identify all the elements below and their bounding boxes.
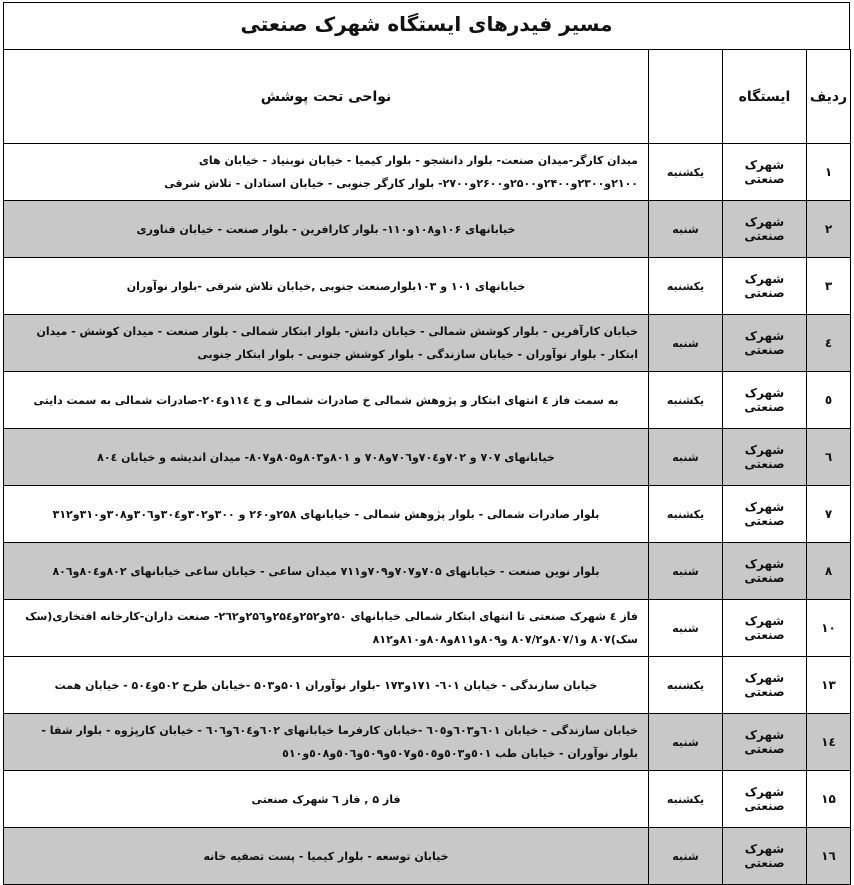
row-station: شهرک صنعتی: [723, 372, 807, 429]
row-number: ۱۵: [807, 771, 851, 828]
header-covered-areas: نواحی تحت پوشش: [4, 50, 649, 144]
table-header-row: [4, 50, 851, 144]
row-station: شهرک صنعتی: [723, 600, 807, 657]
header-station: ایستگاه: [723, 50, 807, 144]
row-areas: فاز ٤ شهرک صنعتی تا انتهای ابتکار شمالی خیابانهای ۲۵۰و۲۵۲و۲۵٤و۲۵٦و۲٦۲- صنعت داران-کارخانه افتخاری(سک سک)۸۰۷ و۸۰۷/۱و۸۰۷/۲ و۸۰۹و۸۱۱و۸۰۸و۸۱۰و۸۱۲: [4, 600, 649, 657]
table-row: [4, 600, 851, 657]
row-number: ۱۰: [807, 600, 851, 657]
row-day: شنبه: [649, 429, 723, 486]
row-station: شهرک صنعتی: [723, 258, 807, 315]
row-station: شهرک صنعتی: [723, 429, 807, 486]
row-day: یکشنبه: [649, 144, 723, 201]
row-areas: بلوار صادرات شمالی - بلوار پژوهش شمالی - خیابانهای ۲۵۸و۲۶۰ و ۳۰۰و۳۰۲و۳۰٤و۳۰٦و۳۰۸و۳۱۰و۳۱۲: [4, 486, 649, 543]
table-row: [4, 714, 851, 771]
table-row: [4, 315, 851, 372]
row-number: ۳: [807, 258, 851, 315]
row-day: یکشنبه: [649, 657, 723, 714]
table-row: [4, 144, 851, 201]
row-number: ٥: [807, 372, 851, 429]
row-number: ۱٤: [807, 714, 851, 771]
row-station: شهرک صنعتی: [723, 144, 807, 201]
row-station: شهرک صنعتی: [723, 201, 807, 258]
row-day: شنبه: [649, 828, 723, 885]
row-areas: بلوار نوین صنعت - خیابانهای ۷۰۵و۷۰۷و۷۰۹و۷۱۱ میدان ساعی - خیابان ساعی خیابانهای ۸۰۲و۸۰٤و۸۰٦: [4, 543, 649, 600]
row-day: شنبه: [649, 543, 723, 600]
row-day: شنبه: [649, 201, 723, 258]
row-areas: فاز ۵ , فاز ٦ شهرک صنعتی: [4, 771, 649, 828]
row-number: ٦: [807, 429, 851, 486]
table-row: [4, 429, 851, 486]
table-row: [4, 372, 851, 429]
row-station: شهرک صنعتی: [723, 315, 807, 372]
row-areas: خیابانهای ۱۰۱ و ۱۰۳بلوارصنعت جنوبی ,خیابان تلاش شرقی -بلوار نوآوران: [4, 258, 649, 315]
table-row: [4, 771, 851, 828]
document-frame: [3, 2, 850, 885]
row-number: ۷: [807, 486, 851, 543]
row-station: شهرک صنعتی: [723, 714, 807, 771]
row-day: شنبه: [649, 714, 723, 771]
row-day: یکشنبه: [649, 486, 723, 543]
row-day: یکشنبه: [649, 258, 723, 315]
row-station: شهرک صنعتی: [723, 828, 807, 885]
row-areas: خیابان سازندگی - خیابان ٦۰۱- ۱۷۱و۱۷۳ -بلوار نوآوران ۵۰۱و۵۰۳ -خیابان طرح ۵۰۲و۵۰٤ - خیابان همت: [4, 657, 649, 714]
row-areas: میدان کارگر-میدان صنعت- بلوار دانشجو - بلوار کیمیا - خیابان نوبنیاد - خیابان های ۲۱۰۰و۲۳۰۰و۲۴۰۰و۲۵۰۰و۲۶۰۰و۲۷۰۰- بلوار کارگر جنوبی - خیابان استادان - تلاش شرقی: [4, 144, 649, 201]
row-day: شنبه: [649, 315, 723, 372]
row-areas: خیابانهای ۱۰۶و۱۰۸و۱۱۰- بلوار کارافرین - بلوار صنعت - خیابان فناوری: [4, 201, 649, 258]
row-number: ٤: [807, 315, 851, 372]
row-areas: خیابان توسعه - بلوار کیمیا - پست تصفیه خانه: [4, 828, 649, 885]
row-areas: به سمت فاز ٤ انتهای ابتکار و پژوهش شمالی خ صادرات شمالی و خ ۱۱٤و۲۰٤-صادرات شمالی به سمت دایتی: [4, 372, 649, 429]
row-day: یکشنبه: [649, 372, 723, 429]
header-day: [649, 50, 723, 144]
row-number: ۱: [807, 144, 851, 201]
table-row: [4, 657, 851, 714]
row-areas: خیابان کارآفرین - بلوار کوشش شمالی - خیابان دانش- بلوار ابتکار شمالی - بلوار صنعت - میدان کوشش - میدان ابتکار - بلوار نوآوران - خیابان سازندگی - بلوار کوشش جنوبی - بلوار ابتکار جنوبی: [4, 315, 649, 372]
row-day: شنبه: [649, 600, 723, 657]
row-number: ۸: [807, 543, 851, 600]
row-station: شهرک صنعتی: [723, 543, 807, 600]
header-row-number: ردیف: [807, 50, 851, 144]
row-number: ۱٦: [807, 828, 851, 885]
feeder-table: [3, 49, 851, 885]
row-number: ۱۳: [807, 657, 851, 714]
table-row: [4, 828, 851, 885]
table-row: [4, 486, 851, 543]
row-station: شهرک صنعتی: [723, 486, 807, 543]
row-station: شهرک صنعتی: [723, 657, 807, 714]
table-row: [4, 258, 851, 315]
row-areas: خیابانهای ۷۰۷ و ۷۰۲و۷۰٤و۷۰٦و۷۰۸ و ۸۰۱و۸۰۳و۸۰۵و۸۰۷- میدان اندیشه و خیابان ۸۰٤: [4, 429, 649, 486]
row-areas: خیابان سازندگی - خیابان ٦۰۱و٦۰۳و٦۰٥ -خیابان کارفرما خیابانهای ٦۰۲و٦۰٤و٦۰٦ - خیابان کارپژوه - بلوار شفا - بلوار نوآوران - خیابان طب ٥۰۱و٥۰۳و٥۰٥و٥۰۷و٥۰۹و٥۰٦و٥۰۸و٥۱۰: [4, 714, 649, 771]
row-day: یکشنبه: [649, 771, 723, 828]
table-row: [4, 543, 851, 600]
row-station: شهرک صنعتی: [723, 771, 807, 828]
page-title: مسیر فیدرهای ایستگاه شهرک صنعتی: [3, 2, 850, 49]
table-row: [4, 201, 851, 258]
row-number: ۲: [807, 201, 851, 258]
